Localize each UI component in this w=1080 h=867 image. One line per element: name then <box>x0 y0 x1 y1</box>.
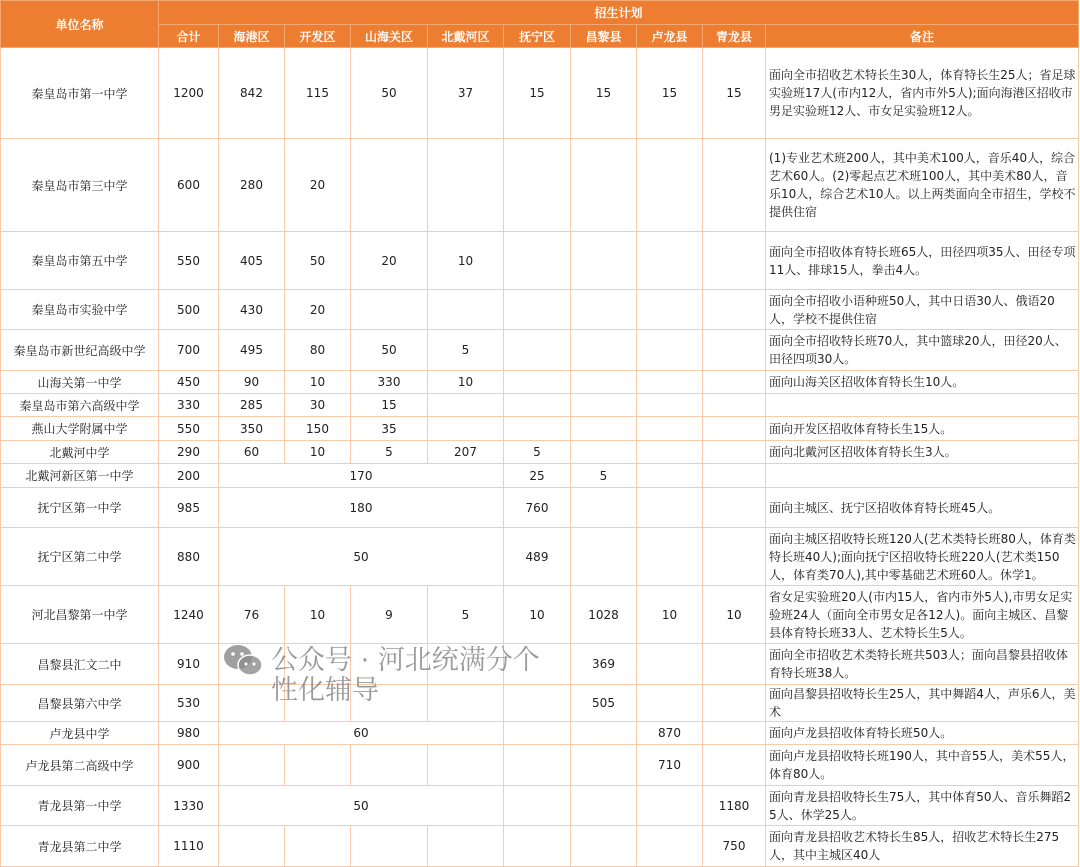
district-cell <box>571 826 637 867</box>
school-name: 抚宁区第一中学 <box>1 488 159 528</box>
district-cell <box>219 644 540 706</box>
district-cell <box>637 644 703 685</box>
table-row <box>1 48 1079 139</box>
district-cell: 5 <box>351 441 428 464</box>
district-cell: 15 <box>637 48 703 139</box>
district-cell: 50 <box>219 786 504 826</box>
note-cell: 面向全市招收艺术特长生30人，体育特长生25人；省足球实验班17人(市内12人，省内市外5人);面向海港区招收市男足实验班12人、市女足实验班12人。 <box>766 48 1079 139</box>
district-cell: 50 <box>351 48 428 139</box>
note-cell: 面向开发区招收体育特长生15人。 <box>766 417 1079 441</box>
table-row <box>1 826 1079 867</box>
note-cell <box>766 394 1079 417</box>
district-cell <box>219 826 285 867</box>
district-cell: 20 <box>285 139 351 232</box>
district-cell <box>571 232 637 290</box>
district-cell <box>703 464 766 488</box>
district-cell <box>571 330 637 371</box>
school-name: 秦皇岛市实验中学 <box>1 290 159 330</box>
district-cell <box>428 139 504 232</box>
district-cell <box>571 417 637 441</box>
wechat-icon <box>223 644 263 678</box>
header-school-name: 单位名称 <box>1 1 159 48</box>
school-name: 秦皇岛市新世纪高级中学 <box>1 330 159 371</box>
table-row <box>1 685 1079 722</box>
district-cell <box>428 644 504 685</box>
district-cell <box>571 394 637 417</box>
header-enrollment-plan: 招生计划 <box>159 1 1079 25</box>
school-name: 秦皇岛市第五中学 <box>1 232 159 290</box>
header-col: 合计 <box>159 25 219 48</box>
school-name: 山海关第一中学 <box>1 371 159 394</box>
district-cell <box>637 232 703 290</box>
district-cell <box>571 786 637 826</box>
total-cell: 1240 <box>159 586 219 644</box>
district-cell <box>703 528 766 586</box>
district-cell <box>571 488 637 528</box>
district-cell <box>703 644 766 685</box>
school-name: 北戴河中学 <box>1 441 159 464</box>
district-cell <box>504 232 571 290</box>
district-cell <box>637 464 703 488</box>
district-cell: 50 <box>351 330 428 371</box>
district-cell <box>285 644 351 685</box>
district-cell: 1028 <box>571 586 637 644</box>
header-col: 抚宁区 <box>504 25 571 48</box>
district-cell <box>351 685 428 722</box>
district-cell <box>637 786 703 826</box>
district-cell <box>351 644 428 685</box>
school-name: 卢龙县中学 <box>1 722 159 745</box>
district-cell: 285 <box>219 394 285 417</box>
district-cell <box>428 685 504 722</box>
note-cell: (1)专业艺术班200人，其中美术100人，音乐40人，综合艺术60人。(2)零起点艺术班100人，其中美术80人，音乐10人，综合艺术10人。以上两类面向全市招生，学校不提供住宿 <box>766 139 1079 232</box>
table-row <box>1 139 1079 232</box>
district-cell <box>703 745 766 786</box>
table-row <box>1 417 1079 441</box>
note-cell: 面向卢龙县招收特长班190人，其中音55人，美术55人，体育80人。 <box>766 745 1079 786</box>
total-cell: 550 <box>159 232 219 290</box>
district-cell <box>351 745 428 786</box>
note-cell: 面向青龙县招收艺术特长生85人，招收艺术特长生275人，其中主城区40人 <box>766 826 1079 867</box>
district-cell: 369 <box>571 644 637 685</box>
district-cell: 10 <box>285 586 351 644</box>
note-cell: 面向全市招收特长班70人，其中篮球20人，田径20人、田径四项30人。 <box>766 330 1079 371</box>
district-cell: 10 <box>703 586 766 644</box>
district-cell: 50 <box>219 528 504 586</box>
district-cell <box>703 685 766 722</box>
district-cell <box>504 371 571 394</box>
district-cell <box>703 417 766 441</box>
header-col: 昌黎县 <box>571 25 637 48</box>
district-cell: 280 <box>219 139 285 232</box>
district-cell: 10 <box>428 232 504 290</box>
district-cell: 15 <box>703 48 766 139</box>
district-cell <box>571 441 637 464</box>
district-cell: 10 <box>285 371 351 394</box>
district-cell <box>571 745 637 786</box>
district-cell <box>703 371 766 394</box>
district-cell: 5 <box>571 464 637 488</box>
note-cell: 面向青龙县招收特长生75人，其中体育50人、音乐舞蹈25人、休学25人。 <box>766 786 1079 826</box>
district-cell <box>504 139 571 232</box>
district-cell <box>504 722 571 745</box>
district-cell: 10 <box>637 586 703 644</box>
header-col: 卢龙县 <box>637 25 703 48</box>
district-cell: 350 <box>219 417 285 441</box>
total-cell: 200 <box>159 464 219 488</box>
district-cell: 150 <box>285 417 351 441</box>
district-cell <box>219 745 285 786</box>
district-cell <box>637 290 703 330</box>
table-row <box>1 745 1079 786</box>
district-cell: 10 <box>428 371 504 394</box>
district-cell: 50 <box>285 232 351 290</box>
district-cell: 170 <box>219 464 504 488</box>
table-row <box>1 528 1079 586</box>
school-name: 秦皇岛市第三中学 <box>1 139 159 232</box>
school-name: 青龙县第二中学 <box>1 826 159 867</box>
table-row <box>1 464 1079 488</box>
district-cell <box>351 826 428 867</box>
district-cell: 842 <box>219 48 285 139</box>
district-cell: 330 <box>351 371 428 394</box>
total-cell: 550 <box>159 417 219 441</box>
district-cell: 25 <box>504 464 571 488</box>
district-cell: 5 <box>504 441 571 464</box>
district-cell: 15 <box>504 48 571 139</box>
district-cell <box>571 139 637 232</box>
district-cell: 80 <box>285 330 351 371</box>
total-cell: 530 <box>159 685 219 722</box>
district-cell <box>637 826 703 867</box>
table-row <box>1 488 1079 528</box>
table-row <box>1 371 1079 394</box>
table-row <box>1 644 1079 685</box>
school-name: 秦皇岛市第一中学 <box>1 48 159 139</box>
district-cell <box>637 685 703 722</box>
district-cell <box>571 528 637 586</box>
school-name: 卢龙县第二高级中学 <box>1 745 159 786</box>
total-cell: 600 <box>159 139 219 232</box>
total-cell: 450 <box>159 371 219 394</box>
district-cell: 760 <box>504 488 571 528</box>
total-cell: 1200 <box>159 48 219 139</box>
district-cell: 15 <box>351 394 428 417</box>
district-cell: 489 <box>504 528 571 586</box>
note-cell: 面向全市招收体育特长班65人，田径四项35人、田径专项11人、排球15人，拳击4人。 <box>766 232 1079 290</box>
total-cell: 980 <box>159 722 219 745</box>
district-cell <box>637 441 703 464</box>
table-row <box>1 441 1079 464</box>
total-cell: 330 <box>159 394 219 417</box>
district-cell <box>504 394 571 417</box>
total-cell: 290 <box>159 441 219 464</box>
header-col: 北戴河区 <box>428 25 504 48</box>
total-cell: 910 <box>159 644 219 685</box>
district-cell: 30 <box>285 394 351 417</box>
district-cell <box>504 786 571 826</box>
district-cell: 9 <box>351 586 428 644</box>
header-col: 开发区 <box>285 25 351 48</box>
district-cell <box>504 826 571 867</box>
total-cell: 700 <box>159 330 219 371</box>
district-cell: 1180 <box>703 786 766 826</box>
district-cell <box>428 290 504 330</box>
district-cell: 76 <box>219 586 285 644</box>
school-name: 昌黎县汇文二中 <box>1 644 159 685</box>
school-name: 秦皇岛市第六高级中学 <box>1 394 159 417</box>
district-cell <box>637 330 703 371</box>
note-cell: 省女足实验班20人(市内15人，省内市外5人),市男女足实验班24人（面向全市男女足各12人)。面向主城区、昌黎县体育特长班33人、艺术特长生5人。 <box>766 586 1079 644</box>
district-cell <box>285 826 351 867</box>
note-cell: 面向全市招收小语种班50人，其中日语30人、俄语20人，学校不提供住宿 <box>766 290 1079 330</box>
district-cell <box>504 745 571 786</box>
district-cell: 710 <box>637 745 703 786</box>
district-cell <box>637 139 703 232</box>
district-cell: 20 <box>351 232 428 290</box>
district-cell: 430 <box>219 290 285 330</box>
district-cell <box>504 290 571 330</box>
table-row <box>1 330 1079 371</box>
school-name: 河北昌黎第一中学 <box>1 586 159 644</box>
total-cell: 900 <box>159 745 219 786</box>
table-row <box>1 722 1079 745</box>
table-row <box>1 290 1079 330</box>
note-cell: 面向昌黎县招收特长生25人，其中舞蹈4人，声乐6人，美术 <box>766 685 1079 722</box>
district-cell: 5 <box>428 330 504 371</box>
district-cell: 60 <box>219 722 504 745</box>
district-cell <box>351 139 428 232</box>
district-cell <box>703 488 766 528</box>
district-cell: 20 <box>285 290 351 330</box>
district-cell: 505 <box>571 685 637 722</box>
district-cell: 60 <box>219 441 285 464</box>
district-cell: 115 <box>285 48 351 139</box>
header-col: 山海关区 <box>351 25 428 48</box>
table-row <box>1 786 1079 826</box>
note-cell: 面向主城区、抚宁区招收体育特长班45人。 <box>766 488 1079 528</box>
district-cell <box>428 826 504 867</box>
header-col: 备注 <box>766 25 1079 48</box>
note-cell: 面向北戴河区招收体育特长生3人。 <box>766 441 1079 464</box>
district-cell <box>637 371 703 394</box>
district-cell <box>637 528 703 586</box>
table-row <box>1 394 1079 417</box>
district-cell: 10 <box>504 586 571 644</box>
note-cell: 面向主城区招收特长班120人(艺术类特长班80人，体育类特长班40人);面向抚宁区招收特长班220人(艺术类150人，体育类70人),其中零基础艺术班60人。休学1。 <box>766 528 1079 586</box>
total-cell: 1330 <box>159 786 219 826</box>
district-cell <box>428 417 504 441</box>
district-cell <box>351 290 428 330</box>
district-cell <box>504 417 571 441</box>
school-name: 燕山大学附属中学 <box>1 417 159 441</box>
district-cell <box>219 685 285 722</box>
district-cell <box>637 394 703 417</box>
district-cell <box>703 394 766 417</box>
district-cell <box>637 417 703 441</box>
total-cell: 985 <box>159 488 219 528</box>
school-name: 北戴河新区第一中学 <box>1 464 159 488</box>
table-row <box>1 232 1079 290</box>
school-name: 抚宁区第二中学 <box>1 528 159 586</box>
district-cell: 405 <box>219 232 285 290</box>
watermark-text: 公众号 · 河北统满分个性化辅导 <box>271 645 540 706</box>
total-cell: 880 <box>159 528 219 586</box>
note-cell: 面向卢龙县招收体育特长班50人。 <box>766 722 1079 745</box>
school-name: 昌黎县第六中学 <box>1 685 159 722</box>
district-cell: 870 <box>637 722 703 745</box>
district-cell: 90 <box>219 371 285 394</box>
district-cell <box>285 745 351 786</box>
note-cell: 面向全市招收艺术类特长班共503人；面向昌黎县招收体育特长班38人。 <box>766 644 1079 685</box>
district-cell <box>571 371 637 394</box>
district-cell <box>504 685 571 722</box>
district-cell: 180 <box>219 488 504 528</box>
school-name: 青龙县第一中学 <box>1 786 159 826</box>
district-cell <box>285 685 351 722</box>
district-cell <box>428 394 504 417</box>
header-col: 海港区 <box>219 25 285 48</box>
district-cell <box>571 722 637 745</box>
district-cell: 35 <box>351 417 428 441</box>
district-cell: 37 <box>428 48 504 139</box>
district-cell <box>703 441 766 464</box>
district-cell <box>703 139 766 232</box>
district-cell: 207 <box>428 441 504 464</box>
district-cell <box>504 644 571 685</box>
header-col: 青龙县 <box>703 25 766 48</box>
total-cell: 500 <box>159 290 219 330</box>
district-cell <box>504 330 571 371</box>
table-row <box>1 586 1079 644</box>
district-cell: 750 <box>703 826 766 867</box>
district-cell <box>428 745 504 786</box>
district-cell: 10 <box>285 441 351 464</box>
district-cell <box>703 330 766 371</box>
note-cell: 面向山海关区招收体育特长生10人。 <box>766 371 1079 394</box>
district-cell <box>637 488 703 528</box>
district-cell <box>703 290 766 330</box>
district-cell: 5 <box>428 586 504 644</box>
district-cell <box>571 290 637 330</box>
district-cell <box>703 722 766 745</box>
district-cell: 15 <box>571 48 637 139</box>
note-cell <box>766 464 1079 488</box>
total-cell: 1110 <box>159 826 219 867</box>
district-cell <box>703 232 766 290</box>
district-cell: 495 <box>219 330 285 371</box>
